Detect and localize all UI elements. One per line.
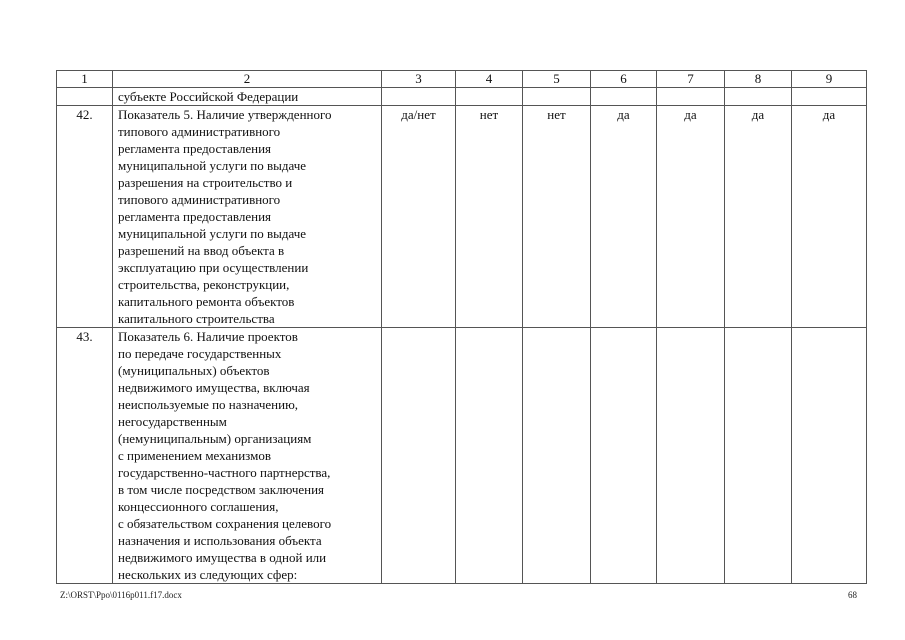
row-number: 43.	[57, 328, 113, 584]
header-cell: 3	[382, 71, 456, 88]
value-cell: нет	[523, 106, 591, 328]
empty-cell	[57, 88, 113, 106]
header-cell: 6	[591, 71, 657, 88]
value-cell: да	[725, 106, 792, 328]
page-number: 68	[848, 590, 857, 600]
value-cell: да	[657, 106, 725, 328]
empty-cell	[523, 88, 591, 106]
footer-file-path: Z:\ORST\Ppo\0116p011.f17.docx	[60, 590, 182, 600]
empty-cell	[456, 88, 523, 106]
header-cell: 2	[113, 71, 382, 88]
empty-cell	[792, 88, 867, 106]
table-row-43	[57, 328, 867, 584]
table-row-42	[57, 106, 867, 328]
continuation-row	[57, 88, 867, 106]
empty-cell	[382, 88, 456, 106]
header-cell: 1	[57, 71, 113, 88]
header-cell: 8	[725, 71, 792, 88]
value-cell	[591, 328, 657, 584]
empty-cell	[657, 88, 725, 106]
header-cell: 9	[792, 71, 867, 88]
value-cell: да	[792, 106, 867, 328]
header-cell: 4	[456, 71, 523, 88]
indicator-table	[56, 70, 867, 584]
value-cell	[792, 328, 867, 584]
value-cell: да/нет	[382, 106, 456, 328]
header-row	[57, 71, 867, 88]
indicator-description: Показатель 5. Наличие утвержденного типового административного регламента предоставления муниципальной услуги по выдаче разрешения на строительство и типового административного регламента предоставления муниципальной услуги по выдаче разрешений на ввод объекта в эксплуатацию при осуществлении строительства, реконструкции, капитального ремонта объектов капитального строительства	[113, 106, 382, 328]
value-cell	[725, 328, 792, 584]
value-cell	[523, 328, 591, 584]
empty-cell	[725, 88, 792, 106]
indicator-description: Показатель 6. Наличие проектов по передаче государственных (муниципальных) объектов недвижимого имущества, включая неиспользуемые по назначению, негосударственным (немуниципальным) организациям с применением механизмов государственно-частного партнерства, в том числе посредством заключения концессионного соглашения, с обязательством сохранения целевого назначения и использования объекта недвижимого имущества в одной или нескольких из следующих сфер:	[113, 328, 382, 584]
value-cell: да	[591, 106, 657, 328]
value-cell	[657, 328, 725, 584]
header-cell: 5	[523, 71, 591, 88]
continuation-text: субъекте Российской Федерации	[113, 88, 382, 106]
empty-cell	[591, 88, 657, 106]
header-cell: 7	[657, 71, 725, 88]
row-number: 42.	[57, 106, 113, 328]
value-cell: нет	[456, 106, 523, 328]
value-cell	[456, 328, 523, 584]
value-cell	[382, 328, 456, 584]
